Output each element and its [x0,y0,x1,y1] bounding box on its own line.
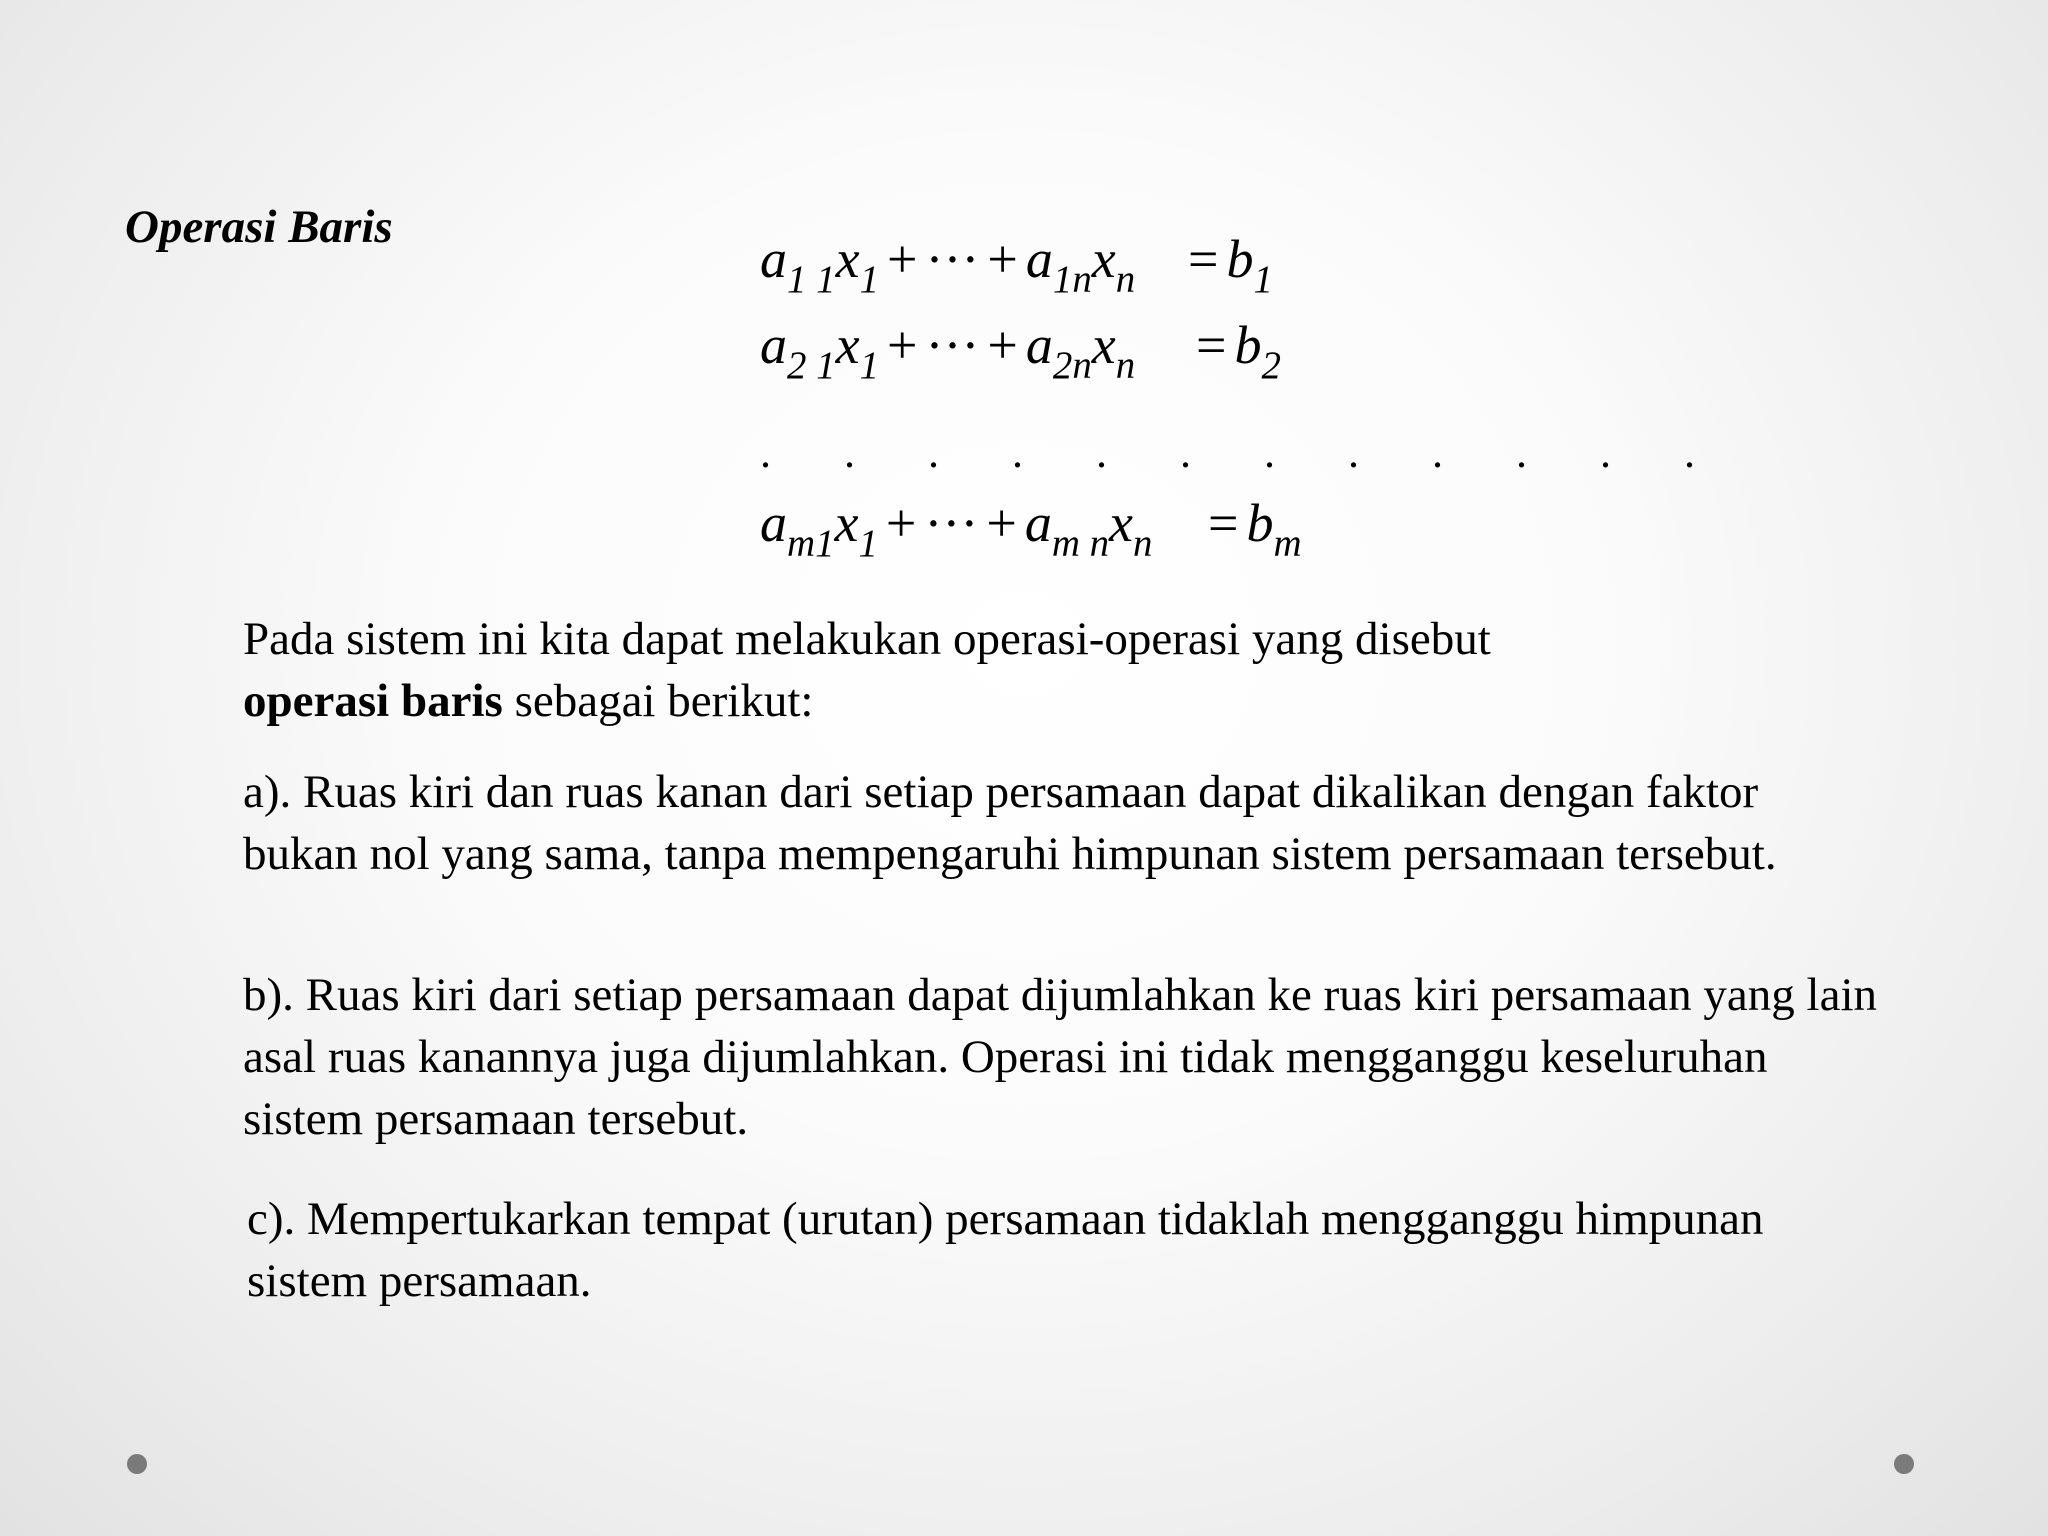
rule-item-b: b). Ruas kiri dari setiap persamaan dapat dijumlahkan ke ruas kiri persamaan yang lain asal ruas kanannya juga dijumlahkan. Operasi ini tidak mengganggu keseluruhan sistem persamaan tersebut. [243,969,1878,1145]
coef-sub: 1n [1052,257,1092,301]
coef-sub: 2 1 [787,343,836,387]
coef-a: a [1025,315,1053,375]
slide-title: Operasi Baris [125,201,393,253]
var-sub: n [1133,521,1153,565]
const-sub: m [1273,521,1302,565]
plus-sign: + [887,229,918,289]
var-x: x [1091,315,1116,375]
plus-sign: + [986,493,1017,553]
intro-paragraph [243,608,1883,732]
const-b: b [1246,493,1274,553]
equals-sign: = [1196,315,1227,375]
coef-a: a [760,493,787,553]
plus-sign: + [987,315,1018,375]
intro-text: Pada sistem ini kita dapat melakukan operasi-operasi yang disebut [243,613,1491,665]
equation-rhs [1188,315,1281,387]
coef-a: a [760,315,787,375]
bullet-dot-icon [127,1454,147,1474]
var-x: x [835,229,860,289]
equation-row-m [760,493,1302,565]
cdots: ··· [925,315,980,375]
var-sub: n [1115,343,1136,387]
cdots: ··· [924,493,979,553]
bullet-dot-icon [1894,1454,1914,1474]
var-x: x [1091,229,1116,289]
equation-rhs [1180,229,1273,301]
coef-sub: 1 1 [787,257,836,301]
const-sub: 2 [1261,343,1281,387]
equation-row-2 [760,315,1281,387]
coef-sub: m n [1051,521,1110,565]
equation-row-1 [760,229,1273,301]
cdots: ··· [925,229,980,289]
var-x: x [835,315,860,375]
var-x: x [1109,493,1134,553]
const-b: b [1226,229,1254,289]
coef-a: a [760,229,787,289]
coef-sub: m1 [787,521,835,565]
plus-sign: + [887,315,918,375]
rule-item-c: c). Mempertukarkan tempat (urutan) persamaan tidaklah mengganggu himpunan sistem persamaan. [247,1193,1764,1307]
var-sub: 1 [859,257,879,301]
intro-text-after: sebagai berikut: [502,675,814,727]
const-sub: 1 [1253,257,1273,301]
plus-sign: + [987,229,1018,289]
var-sub: 1 [859,343,879,387]
var-sub: 1 [858,521,878,565]
coef-a: a [1024,493,1052,553]
equals-sign: = [1208,493,1239,553]
equals-sign: = [1188,229,1219,289]
rule-item-a: a). Ruas kiri dan ruas kanan dari setiap persamaan dapat dikalikan dengan faktor bukan nol yang sama, tanpa mempengaruhi himpunan sistem persamaan tersebut. [243,766,1777,880]
coef-sub: 2n [1052,343,1092,387]
const-b: b [1234,315,1262,375]
equation-rhs [1200,493,1302,565]
var-sub: n [1115,257,1136,301]
intro-bold-term: operasi baris [243,675,503,727]
plus-sign: + [885,493,917,553]
coef-a: a [1025,229,1053,289]
ellipsis-row: . . . . . . . . . . . . [760,428,1726,477]
var-x: x [834,493,859,553]
